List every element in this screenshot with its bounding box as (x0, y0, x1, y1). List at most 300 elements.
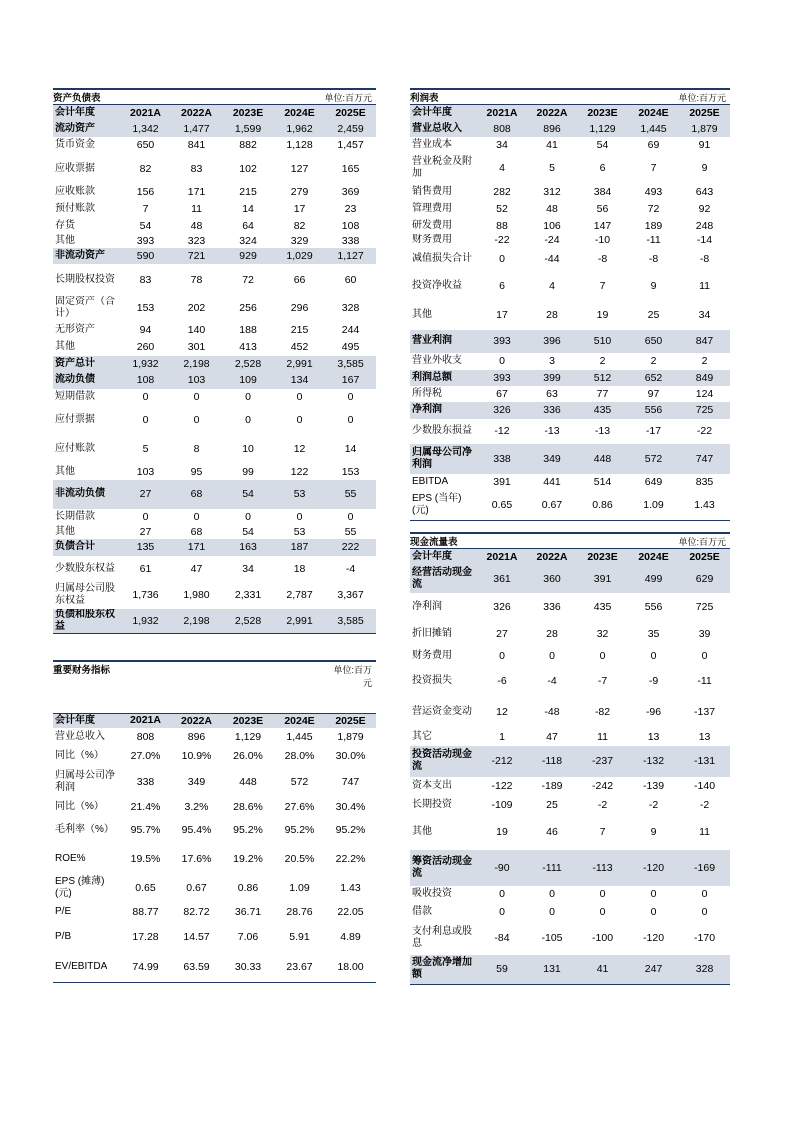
value-cell: 109 (222, 372, 274, 389)
value-cell: 0 (347, 413, 354, 426)
row-label: 折旧摊销 (412, 627, 452, 639)
value-cell: 122 (290, 465, 309, 478)
value-cell: 88.77 (132, 905, 159, 918)
value-cell: -4 (345, 562, 356, 575)
value-cell: -44 (544, 252, 560, 265)
table-row (410, 903, 730, 921)
row-label: 营业总收入 (410, 122, 477, 137)
value-cell: 63 (546, 387, 558, 400)
row-label: 研发费用 (412, 219, 452, 231)
row-label: 营运资金变动 (412, 706, 472, 717)
value-cell: 0 (142, 391, 149, 403)
value-cell: 1.09 (289, 882, 310, 894)
header-row (410, 105, 730, 122)
value-cell: 59 (477, 955, 527, 985)
value-cell: 336 (543, 600, 561, 613)
row-label: 营业税金及附加 (412, 156, 472, 179)
value-cell: 13 (698, 731, 711, 743)
value-cell: 47 (546, 731, 558, 743)
value-cell: 650 (628, 330, 679, 353)
value-cell: 499 (628, 566, 679, 593)
row-label: 销售费用 (412, 186, 452, 197)
row-label: 同比（%） (55, 801, 104, 812)
value-cell: 1,457 (337, 139, 364, 151)
table-row (53, 234, 376, 248)
value-cell: 95 (190, 465, 203, 478)
value-cell: 27 (120, 480, 171, 509)
header-cell: 会计年度 (53, 105, 120, 122)
value-cell: 30.4% (335, 801, 366, 813)
row-label: 其他 (412, 826, 432, 837)
value-cell: 247 (628, 955, 679, 985)
value-cell: 165 (341, 162, 360, 175)
row-label: 存货 (55, 219, 75, 231)
value-cell: 103 (171, 372, 222, 389)
value-cell: 82.72 (183, 905, 210, 918)
value-cell: 6 (499, 279, 505, 292)
row-label: 财务费用 (412, 650, 452, 661)
value-cell: 153 (136, 302, 155, 314)
value-cell: 747 (679, 444, 730, 474)
value-cell: -13 (544, 425, 560, 437)
value-cell: 18.00 (325, 953, 376, 982)
value-cell: -111 (527, 850, 577, 886)
value-cell: 435 (593, 600, 612, 613)
row-label: 净利润 (410, 402, 477, 419)
table-row (53, 525, 376, 539)
value-cell: -6 (497, 674, 507, 687)
value-cell: 1,962 (274, 122, 325, 137)
table-row (410, 666, 730, 696)
value-cell: 1,736 (132, 589, 159, 601)
table-row (53, 356, 376, 372)
value-cell: 0 (650, 888, 657, 900)
table-title: 重要财务指标 (53, 665, 111, 676)
table-row (53, 816, 376, 844)
value-cell: 63.59 (171, 953, 222, 982)
value-cell: 0 (650, 905, 657, 918)
value-cell: 34 (496, 138, 508, 151)
value-cell: 131 (527, 955, 577, 985)
value-cell: 0 (549, 888, 555, 900)
value-cell: 21.4% (130, 801, 161, 813)
value-cell: 28 (546, 309, 558, 321)
value-cell: 78 (190, 273, 203, 286)
header-cell: 2025E (679, 105, 730, 122)
value-cell: -139 (643, 780, 665, 792)
value-cell: 369 (341, 186, 360, 198)
value-cell: 0 (296, 413, 303, 426)
value-cell: 9 (701, 162, 708, 174)
row-label: 非流动资产 (53, 248, 120, 264)
value-cell: -105 (541, 931, 563, 944)
value-cell: 74.99 (120, 953, 171, 982)
table-row (410, 593, 730, 621)
value-cell: 1,029 (274, 248, 325, 264)
row-label: 负债和股东权益 (53, 609, 120, 634)
row-label: 其他 (412, 309, 432, 320)
value-cell: 156 (136, 186, 155, 198)
value-cell: 296 (290, 302, 309, 314)
value-cell: 22.2% (335, 852, 366, 865)
table-row (53, 201, 376, 218)
row-label: 非流动负债 (53, 480, 120, 509)
value-cell: 452 (290, 341, 309, 353)
value-cell: 153 (341, 465, 360, 478)
value-cell: 572 (290, 776, 309, 788)
header-cell: 2024E (628, 105, 679, 122)
table-row (410, 647, 730, 666)
value-cell: 7 (650, 162, 657, 174)
value-cell: 514 (593, 476, 612, 488)
value-cell: 147 (593, 219, 612, 232)
value-cell: -14 (696, 234, 713, 246)
value-cell: 17.6% (181, 852, 212, 865)
table-row (53, 154, 376, 184)
table-row (53, 339, 376, 356)
row-label: 应收票据 (55, 162, 95, 174)
value-cell: 2 (650, 355, 657, 367)
value-cell: 12 (496, 706, 508, 718)
table-row (53, 122, 376, 137)
value-cell: 0 (142, 510, 149, 523)
row-label: 财务费用 (412, 234, 452, 245)
value-cell: 60 (344, 273, 357, 286)
header-cell: 2022A (171, 713, 222, 728)
value-cell: 338 (136, 776, 155, 788)
value-cell: 18 (293, 562, 306, 575)
value-cell: 282 (493, 186, 511, 198)
row-label: 长期投资 (412, 799, 452, 810)
table-row (410, 886, 730, 903)
table-row (410, 386, 730, 402)
value-cell: 7.06 (237, 930, 259, 943)
value-cell: 1,879 (679, 122, 730, 137)
value-cell: -237 (577, 746, 628, 777)
value-cell: 55 (325, 480, 376, 509)
value-cell: 5 (549, 162, 555, 174)
value-cell: 88 (496, 219, 508, 232)
value-cell: 1,127 (325, 248, 376, 264)
value-cell: 1,129 (234, 731, 262, 743)
table-row (410, 815, 730, 850)
value-cell: -84 (494, 931, 510, 944)
value-cell: 349 (527, 444, 577, 474)
header-row (53, 105, 376, 122)
value-cell: 1,342 (120, 122, 171, 137)
value-cell: 882 (239, 139, 257, 151)
value-cell: 2,331 (234, 589, 262, 601)
value-cell: 67 (496, 387, 508, 400)
value-cell: 0.65 (477, 491, 527, 521)
unit-label: 单位:百万元 (678, 536, 727, 547)
table-row (53, 539, 376, 556)
row-label: 货币资金 (55, 139, 95, 150)
value-cell: 94 (139, 323, 152, 336)
value-cell: 61 (139, 562, 152, 575)
value-cell: 171 (171, 539, 222, 556)
value-cell: 215 (290, 323, 309, 336)
header-cell: 2025E (679, 549, 730, 566)
value-cell: 26.0% (233, 750, 263, 762)
row-label: 经营活动现金流 (410, 566, 477, 593)
value-cell: 2,528 (222, 356, 274, 372)
value-cell: 2,787 (286, 589, 313, 601)
value-cell: 99 (242, 465, 254, 478)
value-cell: 82 (293, 219, 306, 232)
value-cell: 0 (193, 510, 200, 523)
value-cell: 2,198 (171, 356, 222, 372)
value-cell: 108 (341, 219, 360, 232)
row-label: 长期股权投资 (55, 273, 115, 285)
value-cell: 3,585 (325, 609, 376, 634)
value-cell: 106 (543, 219, 561, 232)
value-cell: 48 (546, 203, 558, 215)
value-cell: -109 (491, 799, 513, 811)
value-cell: 3 (549, 355, 555, 367)
value-cell: 361 (477, 566, 527, 593)
row-label: 资本支出 (412, 780, 452, 791)
value-cell: 572 (628, 444, 679, 474)
row-label: EBITDA (412, 476, 449, 487)
value-cell: 1,932 (120, 609, 171, 634)
value-cell: -11 (646, 234, 661, 246)
row-label: 其他 (55, 234, 75, 246)
table-row (53, 873, 376, 903)
value-cell: 2 (701, 355, 708, 367)
row-label: 应付账款 (55, 442, 95, 454)
value-cell: 2,459 (325, 122, 376, 137)
value-cell: 41 (546, 138, 558, 151)
row-label: 归属母公司净利润 (55, 770, 115, 793)
value-cell: 6 (599, 162, 606, 174)
table-row (410, 796, 730, 815)
row-label: 投资损失 (412, 674, 452, 686)
value-cell: 1,128 (286, 139, 313, 151)
value-cell: 448 (239, 776, 257, 788)
value-cell: -13 (594, 425, 611, 437)
value-cell: 0 (193, 391, 200, 403)
value-cell: 28.6% (233, 801, 263, 813)
key-ratios-table (53, 660, 376, 983)
value-cell: 0 (142, 413, 149, 426)
table-row (410, 330, 730, 353)
value-cell: 28.76 (286, 905, 313, 918)
value-cell: 52 (496, 203, 508, 215)
value-cell: 0 (599, 650, 606, 662)
value-cell: 0 (499, 888, 505, 900)
table-row (53, 746, 376, 766)
value-cell: 12 (293, 442, 306, 455)
value-cell: -24 (544, 234, 560, 246)
value-cell: 127 (290, 162, 309, 175)
value-cell: -2 (648, 799, 659, 811)
table-title: 现金流量表 (410, 537, 458, 548)
value-cell: 393 (477, 370, 527, 386)
value-cell: -8 (699, 252, 710, 265)
value-cell: 747 (341, 776, 360, 788)
value-cell: 7 (142, 203, 149, 215)
row-label: 固定资产（合计） (55, 296, 115, 319)
table-row (410, 353, 730, 370)
value-cell: 441 (543, 476, 561, 488)
value-cell: 82 (139, 162, 152, 175)
table-row (53, 372, 376, 389)
table-row (53, 321, 376, 339)
value-cell: 20.5% (284, 852, 315, 865)
value-cell: -100 (592, 931, 614, 944)
value-cell: 140 (187, 323, 206, 336)
value-cell: 11 (597, 731, 608, 743)
row-label: 负债合计 (53, 539, 120, 556)
value-cell: -2 (597, 799, 608, 811)
value-cell: 22.05 (337, 905, 364, 918)
value-cell: 396 (527, 330, 577, 353)
value-cell: 202 (187, 302, 206, 314)
value-cell: 3,585 (325, 356, 376, 372)
row-label: 流动负债 (53, 372, 120, 389)
value-cell: 171 (187, 186, 206, 198)
value-cell: 167 (325, 372, 376, 389)
value-cell: 338 (477, 444, 527, 474)
value-cell: 54 (139, 219, 152, 232)
value-cell: -12 (494, 425, 510, 437)
table-row (410, 153, 730, 184)
value-cell: 66 (293, 273, 306, 286)
value-cell: 54 (242, 525, 254, 538)
value-cell: 512 (577, 370, 628, 386)
value-cell: 2,528 (222, 609, 274, 634)
table-row (53, 248, 376, 264)
row-label: 归属母公司股东权益 (55, 583, 115, 606)
table-row (410, 370, 730, 386)
value-cell: 725 (695, 600, 714, 613)
value-cell: 2,198 (171, 609, 222, 634)
value-cell: 28 (546, 627, 558, 640)
value-cell: 47 (190, 562, 203, 575)
table-row (53, 509, 376, 525)
value-cell: 17 (293, 203, 306, 215)
row-label: 其它 (412, 731, 432, 742)
row-label: 管理费用 (412, 203, 452, 214)
value-cell: 0 (245, 391, 251, 403)
value-cell: 32 (596, 627, 609, 640)
value-cell: 19.2% (233, 852, 263, 865)
value-cell: 3,367 (337, 589, 364, 601)
row-label: 其他 (55, 341, 75, 352)
value-cell: 19 (596, 309, 609, 321)
value-cell: 69 (647, 138, 660, 151)
value-cell: -132 (628, 746, 679, 777)
value-cell: 721 (171, 248, 222, 264)
value-cell: 124 (695, 387, 714, 400)
row-label: 营业利润 (410, 330, 477, 353)
value-cell: -122 (491, 780, 513, 792)
value-cell: 5 (142, 442, 149, 455)
row-label: 现金流净增加额 (410, 955, 477, 985)
header-row (410, 549, 730, 566)
value-cell: -2 (699, 799, 710, 811)
value-cell: 25 (647, 309, 660, 321)
table-row (410, 234, 730, 247)
value-cell: 326 (477, 402, 527, 419)
row-label: 投资净收益 (412, 279, 462, 291)
value-cell: 2,991 (274, 356, 325, 372)
value-cell: 77 (596, 387, 609, 400)
value-cell: 134 (274, 372, 325, 389)
value-cell: 34 (242, 562, 254, 575)
row-label: 减值损失合计 (412, 252, 472, 264)
value-cell: 30.0% (335, 750, 366, 762)
header-cell: 2023E (222, 713, 274, 728)
value-cell: 896 (527, 122, 577, 137)
value-cell: 102 (239, 162, 257, 175)
row-label: 长期借款 (55, 510, 95, 522)
table-row (410, 247, 730, 271)
header-cell: 2023E (222, 105, 274, 122)
value-cell: 27 (139, 525, 152, 538)
table-row (53, 480, 376, 509)
table-row (410, 201, 730, 218)
value-cell: 0 (347, 391, 354, 403)
table-row (410, 621, 730, 647)
unit-label: 单位:百万元 (324, 92, 373, 103)
table-row (410, 271, 730, 301)
value-cell: 1,477 (171, 122, 222, 137)
row-label: P/B (55, 930, 72, 942)
value-cell: 68 (190, 525, 203, 538)
value-cell: 384 (593, 186, 612, 198)
header-cell: 2024E (628, 549, 679, 566)
value-cell: 72 (647, 203, 660, 215)
value-cell: 163 (222, 539, 274, 556)
value-cell: 328 (679, 955, 730, 985)
value-cell: 187 (274, 539, 325, 556)
header-cell: 2024E (274, 713, 325, 728)
value-cell: 188 (239, 323, 257, 336)
value-cell: 135 (120, 539, 171, 556)
value-cell: 1,445 (286, 731, 313, 743)
value-cell: 435 (577, 402, 628, 419)
table-row (53, 464, 376, 480)
value-cell: 39 (698, 627, 711, 640)
value-cell: 629 (679, 566, 730, 593)
value-cell: 9 (650, 279, 657, 292)
value-cell: 393 (136, 234, 155, 247)
value-cell: 215 (239, 186, 257, 198)
table-row (410, 491, 730, 521)
value-cell: 0 (650, 650, 657, 662)
value-cell: 108 (120, 372, 171, 389)
table-row (410, 729, 730, 746)
value-cell: 8 (193, 442, 200, 455)
table-row (53, 556, 376, 582)
value-cell: -120 (628, 850, 679, 886)
value-cell: 95.7% (130, 824, 161, 836)
value-cell: 0.65 (135, 882, 156, 894)
value-cell: 260 (136, 341, 155, 353)
value-cell: 55 (344, 525, 357, 538)
table-row (410, 444, 730, 474)
row-label: 其他 (55, 465, 75, 477)
value-cell: 30.33 (222, 953, 274, 982)
table-title: 利润表 (410, 93, 439, 104)
value-cell: 329 (290, 234, 309, 247)
header-cell: 2021A (477, 105, 527, 122)
header-cell: 2021A (120, 713, 171, 728)
table-row (53, 406, 376, 434)
row-label: 投资活动现金流 (410, 746, 477, 777)
